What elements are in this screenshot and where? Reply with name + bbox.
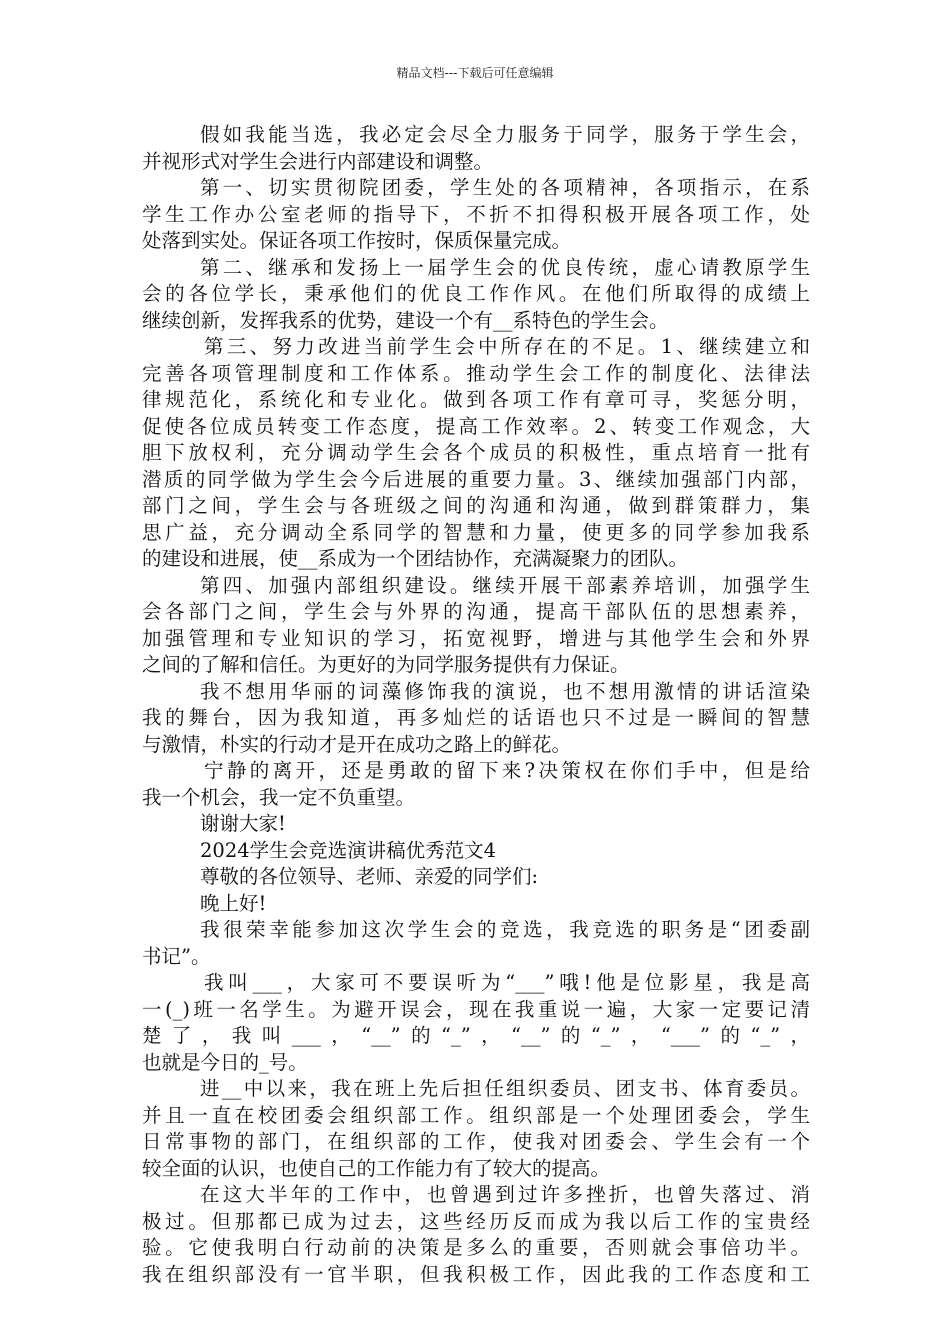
text-line: 日常事物的部门，在组织部的工作，使我对团委会、学生会有一个 [142, 1130, 810, 1153]
text-line: 的建设和进展，使__系成为一个团结协作，充满凝聚力的团队。 [142, 547, 689, 570]
text-line: 思广益，充分调动全系同学的智慧和力量，使更多的同学参加我系 [142, 520, 810, 544]
text-line: 楚了，我叫___，“__”的“_”，“__”的“_”，“___”的“_”， [142, 1024, 810, 1047]
text-line: 第四、加强内部组织建设。继续开展干部素养培训，加强学生 [200, 573, 810, 597]
text-line: 一(_)班一名学生。为避开误会，现在我重说一遍，大家一定要记清 [142, 997, 810, 1021]
text-line: 与激情，朴实的行动才是开在成功之路上的鲜花。 [142, 732, 572, 756]
text-line: 第一、切实贯彻院团委，学生处的各项精神，各项指示，在系 [200, 176, 810, 199]
text-line: 完善各项管理制度和工作体系。推动学生会工作的制度化、法律法 [142, 361, 810, 385]
text-line: 潜质的同学做为学生会今后进展的重要力量。3、继续加强部门内部， [142, 467, 810, 491]
text-line: 律规范化，系统化和专业化。做到各项工作有章可寻，奖惩分明， [142, 388, 810, 411]
text-line: 我很荣幸能参加这次学生会的竞选，我竞选的职务是“团委副 [200, 918, 810, 941]
text-line: 加强管理和专业知识的学习，拓宽视野，增进与其他学生会和外界 [142, 626, 810, 650]
text-line: 并视形式对学生会进行内部建设和调整。 [142, 149, 494, 173]
text-line: 我不想用华丽的词藻修饰我的演说，也不想用激情的讲话渲染 [200, 679, 810, 703]
text-line: 书记”。 [142, 944, 211, 968]
page-header: 精品文档---下载后可任意编辑 [396, 66, 554, 80]
text-line: 假如我能当选，我必定会尽全力服务于同学，服务于学生会， [200, 123, 810, 146]
text-line: 会的各位学长，秉承他们的优良工作作风。在他们所取得的成绩上 [142, 282, 810, 305]
text-line: 晚上好! [200, 891, 267, 915]
text-line: 我在组织部没有一官半职，但我积极工作，因此我的工作态度和工 [142, 1262, 810, 1286]
text-line: 处落到实处。保证各项工作按时，保质保量完成。 [142, 229, 572, 252]
text-line: 谢谢大家! [200, 812, 286, 835]
text-line: 我一个机会，我一定不负重望。 [142, 785, 416, 809]
text-line: 在这大半年的工作中，也曾遇到过许多挫折，也曾失落过、消 [200, 1183, 810, 1206]
text-line: 第三、努力改进当前学生会中所存在的不足。1、继续建立和 [204, 335, 810, 358]
text-line: 极过。但那都已成为过去，这些经历反而成为我以后工作的宝贵经 [142, 1209, 810, 1233]
text-line: 会各部门之间，学生会与外界的沟通，提高干部队伍的思想素养， [142, 600, 810, 623]
text-line: 我的舞台，因为我知道，再多灿烂的话语也只不过是一瞬间的智慧 [142, 706, 810, 729]
text-line: 尊敬的各位领导、老师、亲爱的同学们: [200, 865, 539, 888]
text-line: 进__中以来，我在班上先后担任组织委员、团支书、体育委员。 [200, 1077, 810, 1100]
text-line: 之间的了解和信任。为更好的为同学服务提供有力保证。 [142, 653, 630, 676]
text-line: 胆下放权利，充分调动学生会各个成员的积极性，重点培育一批有 [142, 441, 810, 464]
text-line: 并且一直在校团委会组织部工作。组织部是一个处理团委会，学生 [142, 1103, 810, 1127]
text-line: 学生工作办公室老师的指导下，不折不扣得积极开展各项工作，处 [142, 202, 810, 226]
text-line: 第二、继承和发扬上一届学生会的优良传统，虚心请教原学生 [200, 255, 810, 279]
text-line: 宁静的离开，还是勇敢的留下来?决策权在你们手中，但是给 [204, 759, 810, 782]
text-line: 我叫___，大家可不要误听为“___”哦!他是位影星，我是高 [204, 971, 810, 994]
document-body [142, 122, 810, 1288]
text-line: 促使各位成员转变工作态度，提高工作效率。2、转变工作观念，大 [142, 414, 810, 438]
text-line: 继续创新，发挥我系的优势，建设一个有__系特色的学生会。 [142, 308, 669, 332]
text-line: 验。它使我明白行动前的决策是多么的重要，否则就会事倍功半。 [142, 1236, 810, 1259]
text-line: 也就是今日的_号。 [142, 1050, 308, 1074]
text-line: 较全面的认识，也使自己的工作能力有了较大的提高。 [142, 1156, 611, 1180]
text-line: 部门之间，学生会与各班级之间的沟通和沟通，做到群策群力，集 [142, 494, 810, 517]
text-line: 2024学生会竞选演讲稿优秀范文4 [200, 838, 497, 862]
